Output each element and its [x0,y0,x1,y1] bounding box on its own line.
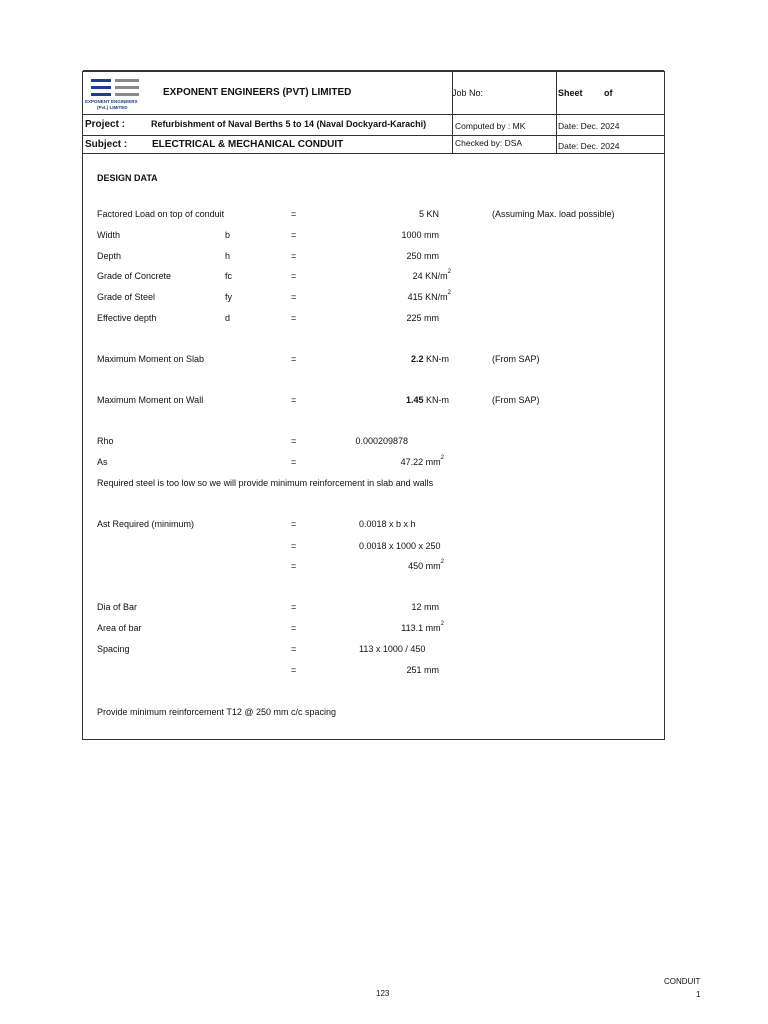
dia-bar-value: 12 mm [411,602,439,612]
grade-concrete-symbol: fc [225,271,233,281]
dia-bar-label: Dia of Bar [97,602,138,612]
area-bar-label: Area of bar [97,623,142,633]
grade-concrete-value: 24 $KN/m^2$ [412,269,451,281]
page-number: 123 [376,989,390,998]
moment-slab-note: (From SAP) [492,354,540,364]
company-name: EXPONENT ENGINEERS (PVT) LIMITED [163,87,352,98]
width-label: Width [97,230,121,240]
width-eq: = [291,230,297,240]
job-no-label: Job No: [452,88,484,98]
ast-result: 450 $mm^2$ [408,559,444,571]
eff-depth-eq: = [291,313,297,323]
as-value: 47.22 $mm^2$ [400,455,444,467]
sheet-tab-page: 1 [696,990,701,999]
header-divider-h2 [83,135,664,136]
moment-slab-value: 2.2 KN-m [410,354,449,364]
depth-value: 250 mm [406,251,439,261]
header-divider-v2 [556,72,557,154]
sheet-of-label: of [604,88,613,98]
moment-slab-eq: = [291,354,297,364]
width-value: 1000 mm [401,230,439,240]
subject-label: Subject : [85,139,128,150]
as-label: As [97,457,108,467]
moment-slab-label: Maximum Moment on Slab [97,354,205,364]
subject-value: ELECTRICAL & MECHANICAL CONDUIT [152,139,344,150]
factored-load-note: (Assuming Max. load possible) [492,209,615,219]
moment-wall-eq: = [291,395,297,405]
header-divider-v1 [452,72,453,154]
project-label: Project : [85,119,126,130]
moment-wall-note: (From SAP) [492,395,540,405]
ast-eq-2: = [291,541,297,551]
computed-by: Computed by : MK [455,121,526,131]
spacing-formula: 113 x 1000 / 450 [359,644,426,654]
ast-eq-3: = [291,561,297,571]
factored-load-eq: = [291,209,297,219]
company-logo [87,76,147,114]
checked-by: Checked by: DSA [455,138,523,148]
grade-steel-eq: = [291,292,297,302]
provide-statement: Provide minimum reinforcement T12 @ 250 mm c/c spacing [97,707,337,717]
depth-symbol: h [225,251,231,261]
factored-load-label: Factored Load on top of conduit [97,209,225,219]
width-symbol: b [225,230,231,240]
spacing-eq-2: = [291,665,297,675]
header-divider-h3 [83,153,664,154]
calculation-sheet [82,71,665,740]
grade-steel-symbol: fy [225,292,233,302]
dia-bar-eq: = [291,602,297,612]
steel-low-note: Required steel is too low so we will provide minimum reinforcement in slab and walls [97,478,434,488]
grade-concrete-eq: = [291,271,297,281]
eff-depth-value: 225 mm [406,313,439,323]
as-eq: = [291,457,297,467]
spacing-label: Spacing [97,644,130,654]
logo-text-1: EXPONENT ENGINEERS [85,99,138,104]
area-bar-value: 113.1 $mm^2$ [401,621,444,633]
depth-eq: = [291,251,297,261]
sheet-label: Sheet [558,88,583,98]
project-value: Refurbishment of Naval Berths 5 to 14 (Naval Dockyard-Karachi) [151,119,427,129]
spacing-result: 251 mm [406,665,439,675]
grade-concrete-label: Grade of Concrete [97,271,172,281]
factored-load-value: 5 KN [418,209,439,219]
area-bar-eq: = [291,623,297,633]
ast-eq-1: = [291,519,297,529]
ast-substitution: 0.0018 x 1000 x 250 [359,541,441,551]
section-title: DESIGN DATA [97,173,158,183]
ast-required-label: Ast Required (minimum) [97,519,195,529]
header-divider-h1 [83,114,664,115]
moment-wall-label: Maximum Moment on Wall [97,395,204,405]
date-checked: Date: Dec. 2024 [558,141,620,151]
rho-value: 0.000209878 [355,436,408,446]
ast-formula: 0.0018 x b x h [359,519,416,529]
rho-eq: = [291,436,297,446]
spacing-eq-1: = [291,644,297,654]
header-top-rule [83,70,664,72]
depth-label: Depth [97,251,122,261]
date-computed: Date: Dec. 2024 [558,121,620,131]
grade-steel-label: Grade of Steel [97,292,156,302]
eff-depth-label: Effective depth [97,313,157,323]
sheet-tab-name: CONDUIT [664,977,701,986]
logo-text-2: (Pvt.) LIMITED [97,105,128,110]
eff-depth-symbol: d [225,313,231,323]
grade-steel-value: 415 $KN/m^2$ [407,290,451,302]
moment-wall-value: 1.45 KN-m [405,395,449,405]
rho-label: Rho [97,436,114,446]
